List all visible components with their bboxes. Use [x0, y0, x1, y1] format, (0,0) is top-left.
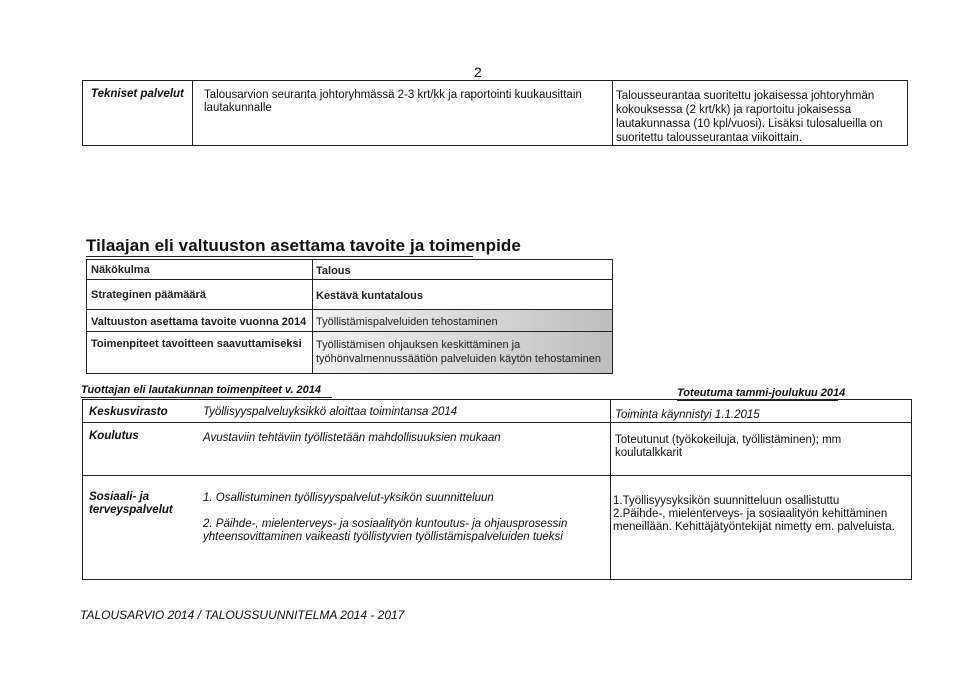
- unit-name-line1: Sosiaali- ja: [89, 491, 150, 503]
- unit-name: Keskusvirasto: [89, 406, 168, 418]
- table-row: [87, 332, 612, 373]
- result-line: meneillään. Kehittäjätyöntekijät nimetty em. palveluista.: [613, 521, 895, 533]
- row-label: Näkökulma: [91, 264, 150, 276]
- row-value: Työllistämispalveluiden tehostaminen: [316, 316, 498, 328]
- row-label: Strateginen päämäärä: [91, 289, 206, 301]
- unit-name: Koulutus: [89, 430, 139, 442]
- tilaaja-table: [86, 259, 613, 374]
- row-value: Kestävä kuntatalous: [316, 290, 423, 302]
- row-value-line1: Työllistämisen ohjauksen keskittäminen ja: [316, 339, 521, 351]
- page-number: 2: [474, 64, 482, 80]
- top-table-result-line: lautakunnassa (10 kpl/vuosi). Lisäksi tulosalueilla on: [616, 118, 883, 130]
- top-table-result-line: kokouksessa (2 krt/kk) ja raportoitu jokaisessa: [616, 104, 852, 116]
- result-line: 2.Päihde-, mielenterveys- ja sosiaalityön kehittäminen: [613, 508, 888, 520]
- producer-table: [82, 399, 912, 580]
- top-table-result-line: suoritettu talousseurantaa viikoittain.: [616, 132, 803, 144]
- action-text: Työllisyyspalveluyksikkö aloittaa toimintansa 2014: [203, 406, 458, 418]
- top-table-unit: Tekniset palvelut: [91, 88, 184, 100]
- row-value-line2: työhönvalmennussäätiön palveluiden käytön tehostaminen: [316, 353, 601, 365]
- unit-name-line2: terveyspalvelut: [89, 504, 173, 516]
- producer-header: Tuottajan eli lautakunnan toimenpiteet v. 2014: [81, 384, 322, 396]
- realization-header: Toteutuma tammi-joulukuu 2014: [677, 387, 846, 399]
- top-table-target-line1: Talousarvion seuranta johtoryhmässä 2-3 krt/kk ja raportointi kuukausittain: [204, 89, 582, 101]
- column-divider: [312, 260, 313, 373]
- row-divider: [83, 422, 911, 423]
- action-text: Avustaviin tehtäviin työllistetään mahdollisuuksien mukaan: [203, 432, 501, 444]
- top-table-result-line: Talousseurantaa suoritettu jokaisessa johtoryhmän: [616, 90, 875, 102]
- row-label: Toimenpiteet tavoitteen saavuttamiseksi: [91, 338, 302, 350]
- column-divider: [610, 400, 611, 579]
- row-value: Talous: [316, 265, 351, 277]
- footer-text: TALOUSARVIO 2014 / TALOUSSUUNNITELMA 2014 - 2017: [80, 608, 405, 622]
- top-table: [82, 80, 908, 146]
- action-item: 1. Osallistuminen työllisyyspalvelut-yksikön suunnitteluun: [203, 492, 494, 504]
- result-text: Toiminta käynnistyi 1.1.2015: [615, 409, 760, 421]
- table-row: [87, 310, 612, 332]
- result-line: 1.Työllisyysyksikön suunnitteluun osallistuttu: [613, 495, 840, 507]
- top-table-target-line2: lautakunnalle: [204, 102, 272, 114]
- table-row: [87, 279, 612, 310]
- row-label: Valtuuston asettama tavoite vuonna 2014: [91, 316, 307, 328]
- header-underline: [81, 397, 332, 398]
- result-text: Toteutunut (työkokeiluja, työllistäminen); mm koulutalkkarit: [615, 434, 842, 459]
- action-item-line1: 2. Päihde-, mielenterveys- ja sosiaalityön kuntoutus- ja ohjausprosessin: [203, 518, 568, 530]
- heading-underline: [86, 256, 473, 257]
- row-divider: [83, 475, 911, 476]
- table-row: [87, 260, 612, 280]
- column-divider: [192, 81, 193, 145]
- action-item-line2: yhteensovittaminen vaikeasti työllistyvien työllistämispalveluiden tueksi: [203, 531, 563, 543]
- column-divider: [612, 81, 613, 145]
- tilaaja-heading: Tilaajan eli valtuuston asettama tavoite ja toimenpide: [86, 236, 521, 255]
